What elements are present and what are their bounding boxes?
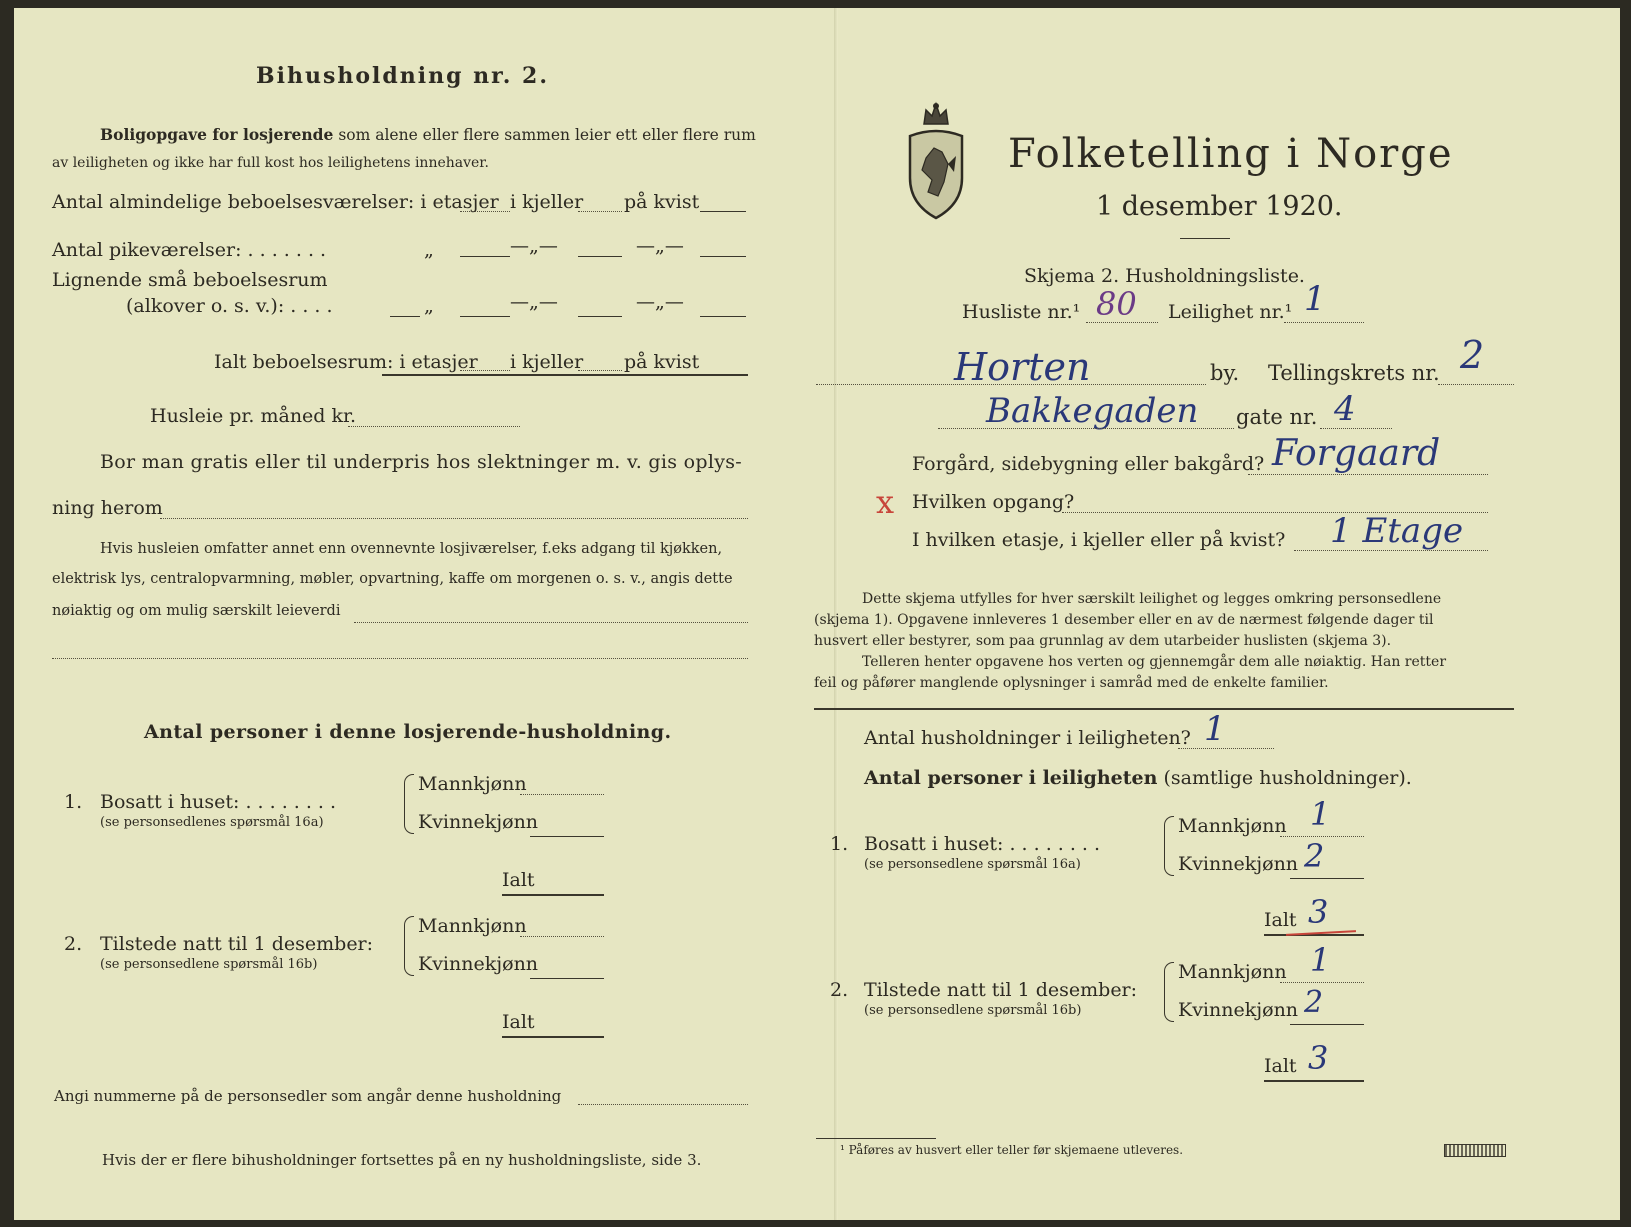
info-line-3: husvert eller bestyrer, som paa grunnlag av dem utarbeider huslisten (skjema 3).	[814, 633, 1392, 649]
info-line-4: Telleren henter opgavene hos verten og gjennemgår dem alle nøiaktig. Han retter	[862, 654, 1447, 670]
right-q2-kvinne-label: Kvinnekjønn	[1178, 999, 1299, 1021]
etasje-value: 1 Etage	[1330, 511, 1464, 551]
incl-line-3: nøiaktig og om mulig særskilt leieverdi	[52, 603, 341, 619]
intro-rest: som alene eller flere sammen leier ett eller flere rum	[338, 126, 756, 144]
rent-label: Husleie pr. måned kr.	[150, 405, 357, 427]
pike-dash-2: —„—	[636, 235, 684, 257]
right-q2-ialt-field[interactable]	[1264, 1080, 1364, 1082]
info-divider	[814, 708, 1514, 710]
ialt-kvist-label: på kvist	[624, 351, 700, 373]
right-q2-mann-value: 1	[1310, 941, 1331, 979]
pike-dash-1: —„—	[510, 235, 558, 257]
census-form-sheet	[14, 8, 1620, 1220]
krets-field[interactable]	[1438, 384, 1514, 385]
left-q2-number: 2.	[64, 933, 83, 955]
right-q1-ialt-value: 3	[1308, 893, 1329, 931]
numbers-label: Angi nummerne på de personsedler som angår denne husholdning	[54, 1087, 562, 1105]
gate-label: gate nr.	[1236, 405, 1318, 429]
incl-field-1[interactable]	[354, 622, 748, 623]
left-q2-mann-label: Mannkjønn	[418, 915, 527, 937]
small-dash-1: —„—	[510, 291, 558, 313]
info-line-1: Dette skjema utfylles for hver særskilt leilighet og legges omkring personsedlene	[862, 591, 1442, 607]
pike-kjeller-field[interactable]	[578, 256, 622, 257]
numbers-field[interactable]	[578, 1104, 748, 1105]
right-q1-mann-value: 1	[1310, 795, 1331, 833]
hush-field[interactable]	[1178, 748, 1274, 749]
leilighet-field[interactable]	[1284, 322, 1364, 323]
leilighet-value: 1	[1304, 279, 1326, 319]
pike-kvist-field[interactable]	[700, 256, 746, 257]
left-q1-label: Bosatt i huset: . . . . . . . .	[100, 791, 337, 813]
left-footer: Hvis der er flere bihusholdninger fortsettes på en ny husholdningsliste, side 3.	[102, 1151, 702, 1169]
left-q2-ialt-field[interactable]	[502, 1036, 604, 1038]
right-q1-ialt-label: Ialt	[1264, 909, 1297, 931]
small-etasjer-field[interactable]	[460, 316, 510, 317]
rent-field[interactable]	[348, 426, 520, 427]
right-title: Folketelling i Norge	[1008, 131, 1454, 177]
small-quote: „	[424, 295, 434, 317]
free-line-2: ning herom	[52, 497, 163, 519]
pike-quote: „	[424, 239, 434, 261]
hush-value: 1	[1204, 709, 1226, 749]
right-q1-brace	[1164, 816, 1174, 876]
right-q1-kvinne-field[interactable]	[1290, 878, 1364, 879]
street-value: Bakkegaden	[986, 391, 1199, 431]
title-divider	[1180, 238, 1230, 239]
left-q1-mann-label: Mannkjønn	[418, 773, 527, 795]
left-q1-brace	[404, 774, 414, 834]
city-value: Horten	[954, 345, 1091, 389]
rooms-etasjer-field[interactable]	[460, 211, 510, 212]
right-q2-kvinne-field[interactable]	[1290, 1024, 1364, 1025]
small-kjeller-field[interactable]	[578, 316, 622, 317]
left-q2-kvinne-field[interactable]	[530, 978, 604, 979]
right-q1-mann-label: Mannkjønn	[1178, 815, 1287, 837]
left-q2-kvinne-label: Kvinnekjønn	[418, 953, 539, 975]
right-q1-kvinne-label: Kvinnekjønn	[1178, 853, 1299, 875]
ialt-rooms-label: Ialt beboelsesrum: i etasjer	[214, 351, 478, 373]
coat-of-arms-icon	[904, 100, 968, 224]
intro-bold: Boligopgave for losjerende	[100, 125, 334, 144]
pike-label: Antal pikeværelser: . . . . . . .	[52, 239, 327, 261]
small-dash-2: —„—	[636, 291, 684, 313]
right-q2-label: Tilstede natt til 1 desember:	[864, 979, 1138, 1001]
ialt-underline	[382, 374, 748, 376]
left-q2-ialt-label: Ialt	[502, 1011, 535, 1033]
left-q1-ref: (se personsedlenes spørsmål 16a)	[100, 815, 324, 830]
ialt-kjeller-label: i kjeller	[510, 351, 584, 373]
street-field[interactable]	[938, 428, 1234, 429]
left-q2-mann-field[interactable]	[520, 936, 604, 937]
yard-value: Forgaard	[1272, 433, 1441, 474]
city-field[interactable]	[816, 384, 1206, 385]
footnote-divider	[816, 1138, 936, 1139]
intro-line-2: av leiligheten og ikke har full kost hos leilighetens innehaver.	[52, 155, 489, 171]
yard-field[interactable]	[1248, 474, 1488, 475]
incl-line-1: Hvis husleien omfatter annet enn ovennevnte losjiværelser, f.eks adgang til kjøkken,	[100, 541, 723, 557]
right-q2-ialt-value: 3	[1308, 1039, 1329, 1077]
small-rooms-label-2: (alkover o. s. v.): . . . .	[126, 295, 333, 317]
info-line-5: feil og påfører manglende oplysninger i samråd med de enkelte familier.	[814, 675, 1329, 691]
right-persons-heading-rest: (samtlige husholdninger).	[1163, 767, 1412, 789]
rooms-label: Antal almindelige beboelsesværelser: i etasjer	[52, 191, 499, 213]
left-q2-ref: (se personsedlene spørsmål 16b)	[100, 957, 318, 972]
rooms-kvist-field[interactable]	[700, 211, 746, 212]
right-q1-number: 1.	[830, 833, 849, 855]
right-footnote: ¹ Påføres av husvert eller teller før skjemaene utleveres.	[840, 1143, 1184, 1157]
gate-field[interactable]	[1320, 428, 1392, 429]
right-persons-heading	[864, 768, 1412, 789]
right-q2-mann-field[interactable]	[1280, 982, 1364, 983]
right-q2-ialt-label: Ialt	[1264, 1055, 1297, 1077]
right-q2-kvinne-value: 2	[1304, 985, 1324, 1020]
right-date: 1 desember 1920.	[1096, 191, 1343, 222]
yard-label: Forgård, sidebygning eller bakgård?	[912, 453, 1265, 475]
rooms-kjeller-label: i kjeller	[510, 191, 584, 213]
right-q1-label: Bosatt i huset: . . . . . . . .	[864, 833, 1101, 855]
left-q1-ialt-field[interactable]	[502, 894, 604, 896]
right-q2-mann-label: Mannkjønn	[1178, 961, 1287, 983]
free-field[interactable]	[160, 518, 748, 519]
right-q2-brace	[1164, 962, 1174, 1022]
gate-value: 4	[1334, 389, 1356, 429]
right-q2-ref: (se personsedlene spørsmål 16b)	[864, 1003, 1082, 1018]
printer-stamp	[1444, 1144, 1506, 1157]
left-persons-heading: Antal personer i denne losjerende-husholdning.	[144, 721, 672, 743]
rooms-kvist-label: på kvist	[624, 191, 700, 213]
opgang-label: Hvilken opgang?	[912, 491, 1075, 513]
opgang-x-mark: x	[876, 483, 895, 521]
left-q1-ialt-label: Ialt	[502, 869, 535, 891]
incl-field-2[interactable]	[52, 658, 748, 659]
krets-value: 2	[1460, 333, 1485, 377]
left-q2-brace	[404, 916, 414, 976]
incl-line-2: elektrisk lys, centralopvarmning, møbler, opvartning, kaffe om morgenen o. s. v., angis dette	[52, 571, 733, 587]
husliste-value: 80	[1096, 285, 1137, 323]
right-q1-kvinne-value: 2	[1304, 837, 1325, 875]
by-label: by.	[1210, 361, 1240, 385]
pike-etasjer-field[interactable]	[460, 256, 510, 257]
small-lead-field[interactable]	[390, 316, 420, 317]
krets-label: Tellingskrets nr.	[1268, 361, 1440, 385]
small-kvist-field[interactable]	[700, 316, 746, 317]
right-q1-ref: (se personsedlene spørsmål 16a)	[864, 857, 1081, 872]
left-q1-kvinne-label: Kvinnekjønn	[418, 811, 539, 833]
info-line-2: (skjema 1). Opgavene innleveres 1 desember eller en av de nærmest følgende dager til	[814, 612, 1434, 628]
hush-label: Antal husholdninger i leiligheten?	[864, 727, 1191, 749]
rooms-kjeller-field[interactable]	[578, 211, 622, 212]
left-q2-label: Tilstede natt til 1 desember:	[100, 933, 374, 955]
free-line-1: Bor man gratis eller til underpris hos slektninger m. v. gis oplys-	[100, 451, 743, 473]
ialt-etasjer-field[interactable]	[460, 370, 510, 371]
ialt-kjeller-field[interactable]	[578, 370, 622, 371]
small-rooms-label-1: Lignende små beboelsesrum	[52, 269, 328, 291]
left-q1-mann-field[interactable]	[520, 794, 604, 795]
husliste-label: Husliste nr.¹	[962, 301, 1081, 323]
left-title: Bihusholdning nr. 2.	[256, 63, 549, 89]
etasje-label: I hvilken etasje, i kjeller eller på kvist?	[912, 529, 1286, 551]
intro-line-1	[100, 126, 756, 144]
right-q2-number: 2.	[830, 979, 849, 1001]
leilighet-label: Leilighet nr.¹	[1168, 301, 1293, 323]
left-q1-number: 1.	[64, 791, 83, 813]
right-persons-heading-bold: Antal personer i leiligheten	[864, 767, 1158, 789]
left-q1-kvinne-field[interactable]	[530, 836, 604, 837]
schema-label: Skjema 2. Husholdningsliste.	[1024, 265, 1305, 287]
